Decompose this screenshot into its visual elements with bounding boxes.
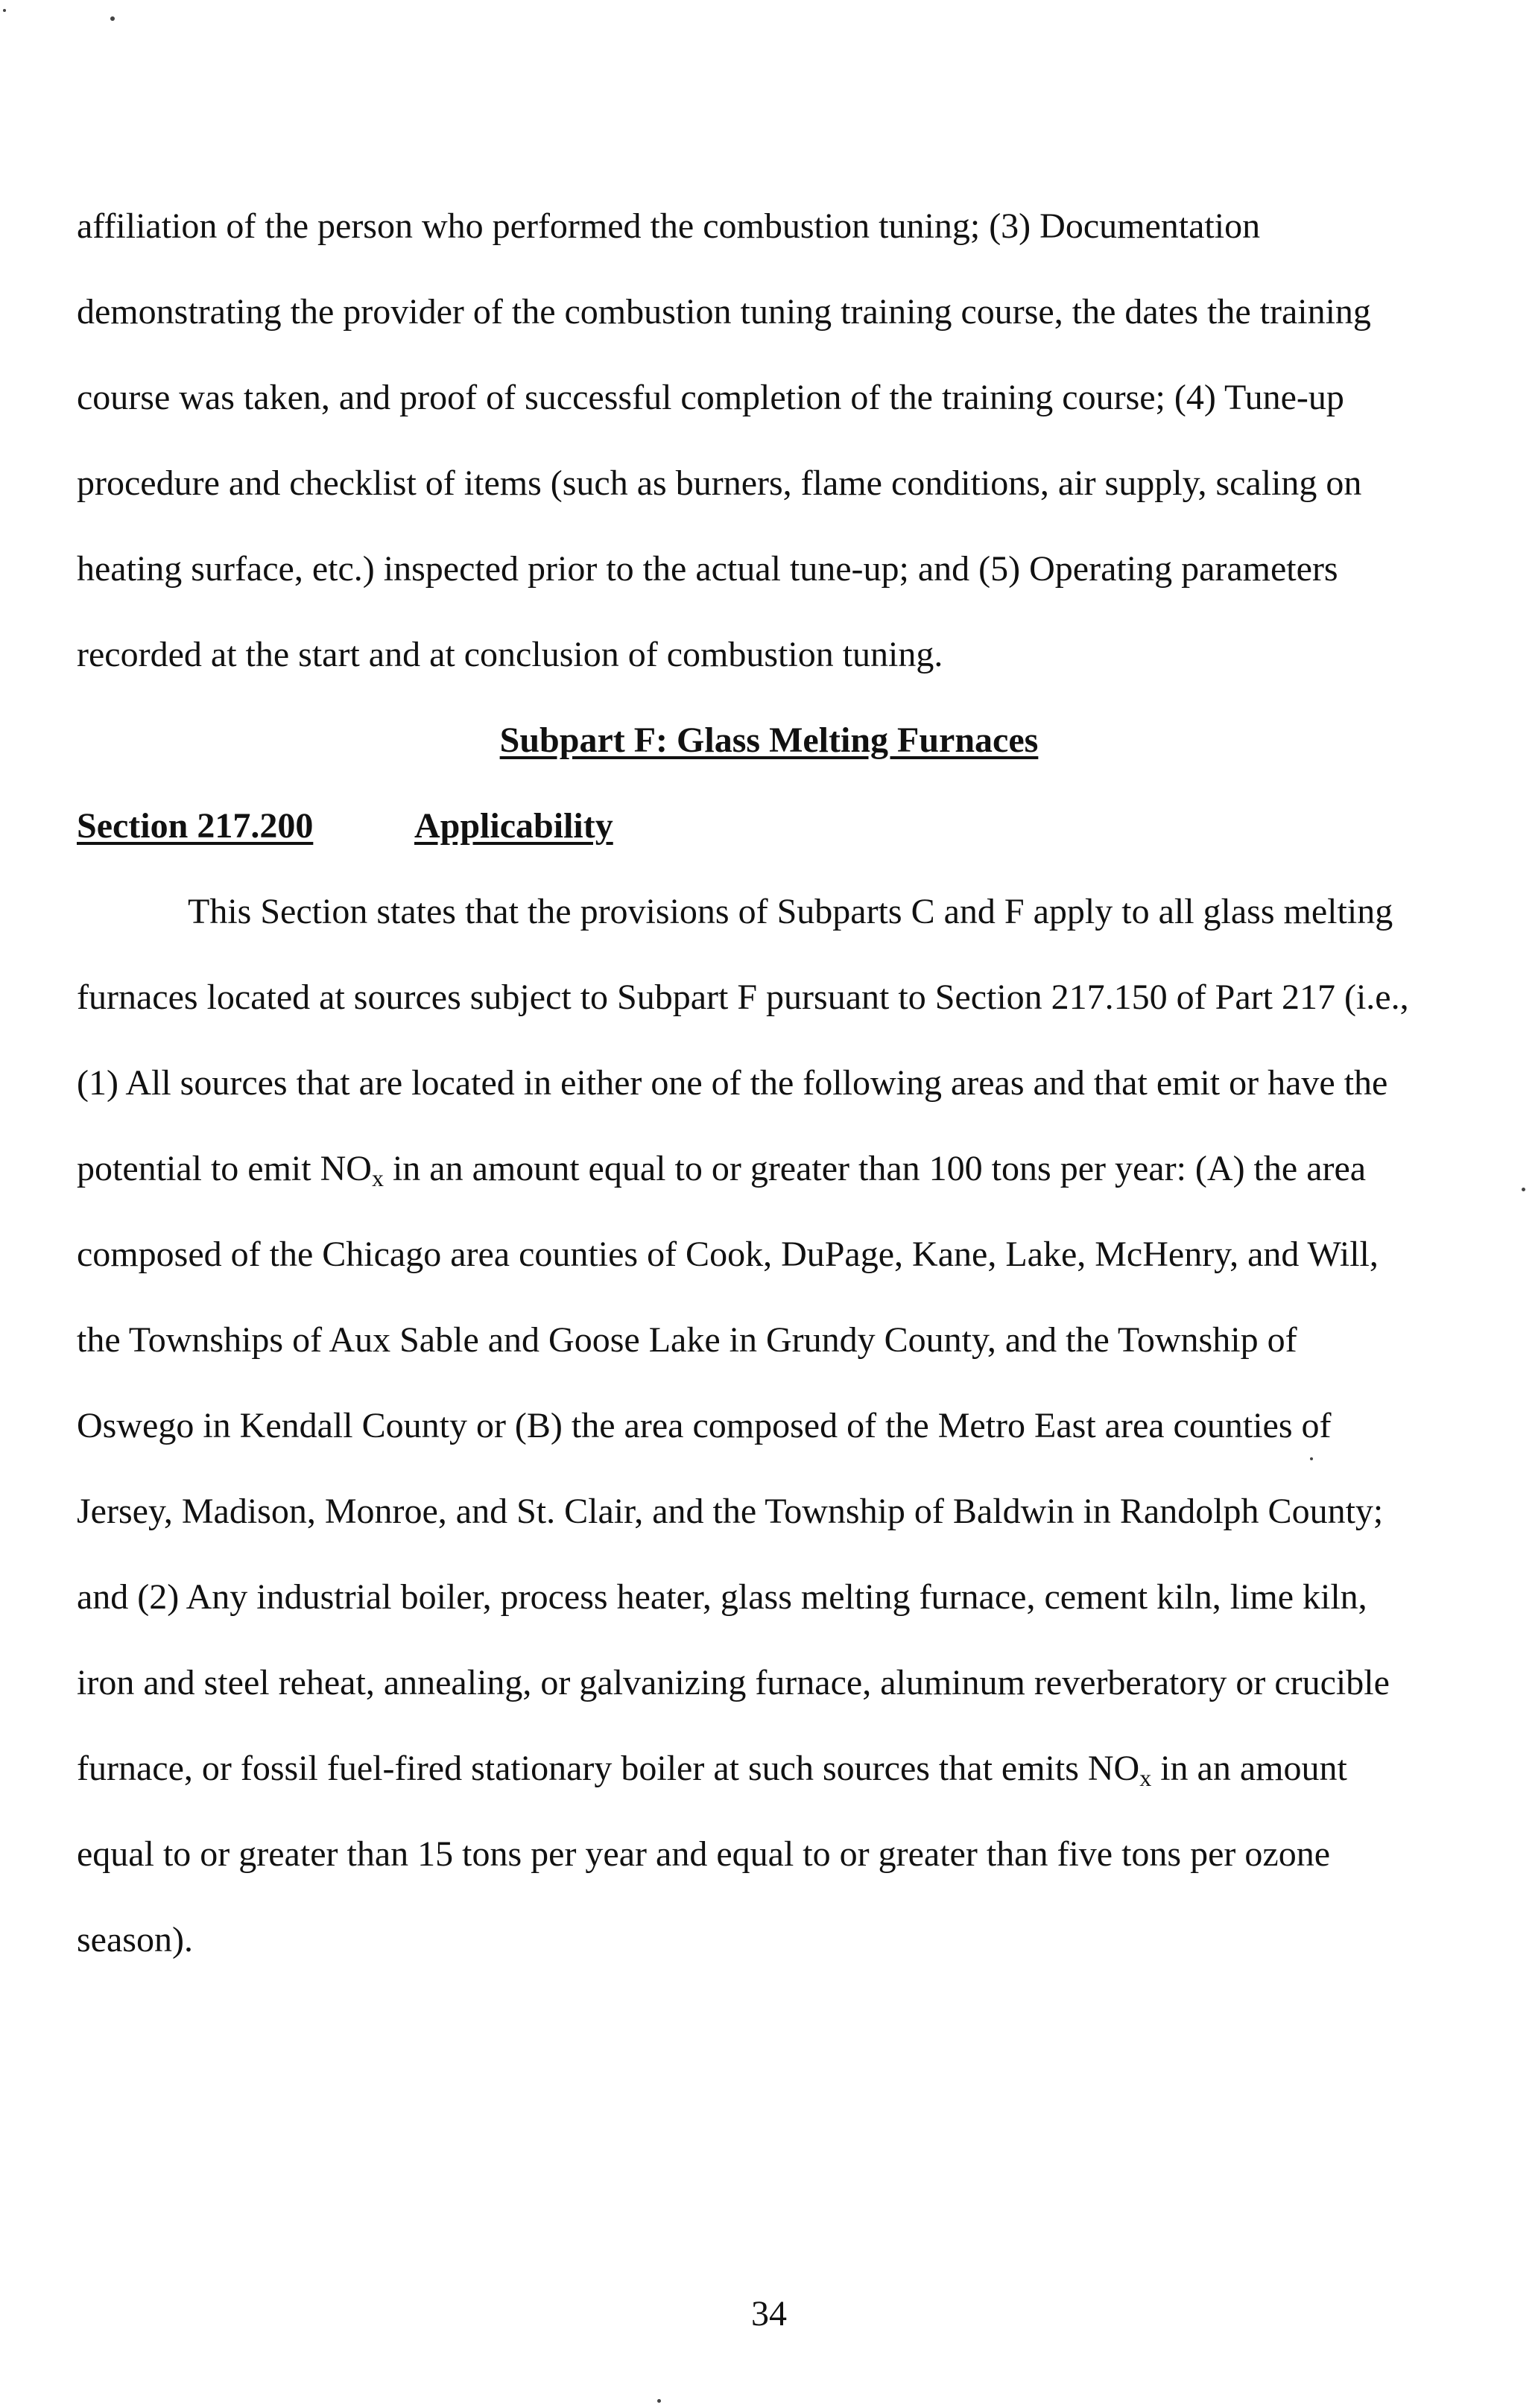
line-4-text-b: in an amount equal to or greater than 100 tons per year: (A) the area	[383, 1149, 1367, 1188]
scan-speck	[1522, 1188, 1525, 1191]
paragraph-2-line-2: furnaces located at sources subject to Subpart F pursuant to Section 217.150 of Part 217 (i.e.,	[77, 978, 1409, 1017]
scan-speck	[110, 16, 115, 21]
paragraph-2-line-3: (1) All sources that are located in either one of the following areas and that emit or have the	[77, 1063, 1388, 1103]
scan-speck	[3, 9, 6, 12]
section-title: Applicability	[414, 806, 613, 846]
paragraph-2-line-11	[77, 1748, 1347, 1790]
paragraph-2-line-4	[77, 1148, 1366, 1190]
paragraph-1-line-3: course was taken, and proof of successful completion of the training course; (4) Tune-up	[77, 378, 1344, 417]
paragraph-2-line-5: composed of the Chicago area counties of Cook, DuPage, Kane, Lake, McHenry, and Will,	[77, 1235, 1379, 1274]
paragraph-1-line-2: demonstrating the provider of the combustion tuning training course, the dates the training	[77, 292, 1371, 332]
paragraph-2-line-13: season).	[77, 1920, 193, 1959]
paragraph-1-line-1: affiliation of the person who performed the combustion tuning; (3) Documentation	[77, 206, 1261, 246]
subpart-heading: Subpart F: Glass Melting Furnaces	[499, 720, 1039, 760]
paragraph-1-line-6: recorded at the start and at conclusion of combustion tuning.	[77, 635, 943, 674]
section-number: Section 217.200	[77, 806, 314, 846]
paragraph-2-line-10: iron and steel reheat, annealing, or galvanizing furnace, aluminum reverberatory or crucible	[77, 1663, 1390, 1702]
paragraph-2-line-7: Oswego in Kendall County or (B) the area composed of the Metro East area counties of	[77, 1406, 1332, 1445]
paragraph-2-line-9: and (2) Any industrial boiler, process heater, glass melting furnace, cement kiln, lime kiln,	[77, 1577, 1367, 1617]
paragraph-2-line-6: the Townships of Aux Sable and Goose Lake in Grundy County, and the Township of	[77, 1320, 1297, 1360]
paragraph-1-line-4: procedure and checklist of items (such as burners, flame conditions, air supply, scaling on	[77, 463, 1362, 503]
nox-subscript: x	[371, 1165, 384, 1191]
paragraph-2-line-1: This Section states that the provisions of Subparts C and F apply to all glass melting	[188, 892, 1393, 931]
paragraph-2-line-12: equal to or greater than 15 tons per year and equal to or greater than five tons per ozone	[77, 1834, 1330, 1874]
line-11-text-b: in an amount	[1151, 1749, 1347, 1788]
line-4-text-a: potential to emit NO	[77, 1149, 372, 1188]
page-number: 34	[751, 2294, 787, 2333]
scan-speck	[657, 2399, 661, 2403]
line-11-text-a: furnace, or fossil fuel-fired stationary boiler at such sources that emits NO	[77, 1749, 1140, 1788]
paragraph-2-line-8: Jersey, Madison, Monroe, and St. Clair, and the Township of Baldwin in Randolph County;	[77, 1492, 1384, 1531]
paragraph-1-line-5: heating surface, etc.) inspected prior to the actual tune-up; and (5) Operating parameters	[77, 549, 1338, 589]
scan-speck	[1310, 1457, 1313, 1460]
nox-subscript: x	[1139, 1764, 1152, 1791]
